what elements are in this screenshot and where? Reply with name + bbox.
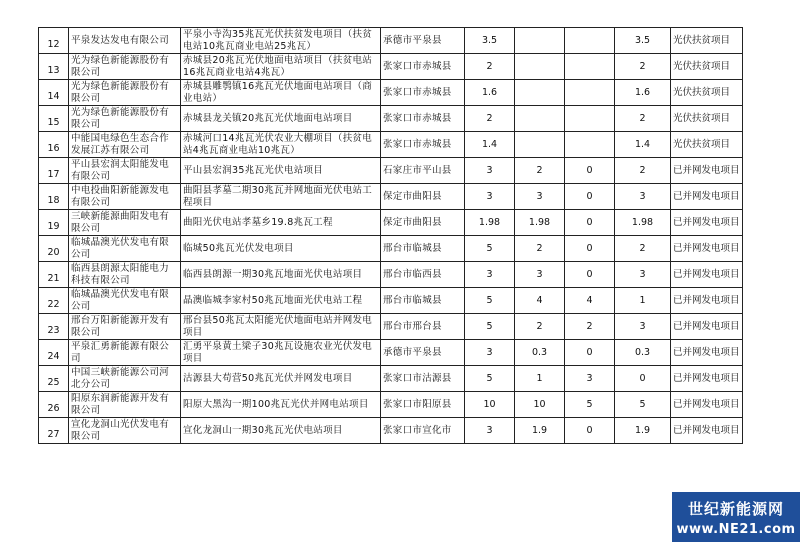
company-name: 光为绿色新能源股份有限公司 [69,54,181,80]
table-row [39,28,743,54]
project-remark: 已并网发电项目 [671,340,743,366]
capacity-connected: 0 [565,236,615,262]
capacity-connected: 4 [565,288,615,314]
row-number: 20 [39,236,69,262]
table-row [39,236,743,262]
capacity-built [515,132,565,158]
capacity-total: 1.98 [465,210,515,236]
table-row [39,340,743,366]
project-location: 张家口市阳原县 [381,392,465,418]
capacity-connected: 0 [565,184,615,210]
capacity-built: 10 [515,392,565,418]
row-number: 15 [39,106,69,132]
capacity-connected [565,106,615,132]
capacity-allocated: 1.9 [615,418,671,444]
table-row [39,80,743,106]
capacity-connected: 0 [565,340,615,366]
project-name: 曲阳县孝墓二期30兆瓦并网地面光伏电站工程项目 [181,184,381,210]
table-row [39,132,743,158]
capacity-total: 2 [465,54,515,80]
project-location: 张家口市宣化市 [381,418,465,444]
project-remark: 光伏扶贫项目 [671,80,743,106]
capacity-connected: 0 [565,418,615,444]
capacity-allocated: 1 [615,288,671,314]
table-row [39,314,743,340]
row-number: 19 [39,210,69,236]
capacity-built [515,54,565,80]
capacity-built: 0.3 [515,340,565,366]
project-remark: 已并网发电项目 [671,288,743,314]
project-name: 平山县宏润35兆瓦光伏电站项目 [181,158,381,184]
capacity-total: 3 [465,184,515,210]
company-name: 平泉汇勇新能源有限公司 [69,340,181,366]
project-name: 赤城河口14兆瓦光伏农业大棚项目（扶贫电站4兆瓦商业电站10兆瓦） [181,132,381,158]
project-name: 赤城县20兆瓦光伏地面电站项目（扶贫电站16兆瓦商业电站4兆瓦） [181,54,381,80]
project-remark: 已并网发电项目 [671,314,743,340]
capacity-allocated: 3 [615,314,671,340]
capacity-total: 3.5 [465,28,515,54]
capacity-total: 3 [465,158,515,184]
capacity-total: 5 [465,314,515,340]
watermark-site-name: 世纪新能源网 [687,500,784,518]
project-remark: 已并网发电项目 [671,262,743,288]
capacity-built: 1.9 [515,418,565,444]
capacity-built: 1 [515,366,565,392]
company-name: 阳原东润新能源开发有限公司 [69,392,181,418]
company-name: 中能国电绿色生态合作发展江苏有限公司 [69,132,181,158]
capacity-total: 5 [465,366,515,392]
capacity-built: 2 [515,236,565,262]
company-name: 中国三峡新能源公司河北分公司 [69,366,181,392]
capacity-allocated: 3.5 [615,28,671,54]
capacity-built: 1.98 [515,210,565,236]
capacity-total: 10 [465,392,515,418]
table-row [39,366,743,392]
row-number: 12 [39,28,69,54]
project-name: 邢台县50兆瓦太阳能光伏地面电站并网发电项目 [181,314,381,340]
capacity-connected [565,54,615,80]
table-row [39,288,743,314]
project-remark: 已并网发电项目 [671,184,743,210]
company-name: 临城晶澳光伏发电有限公司 [69,236,181,262]
capacity-allocated: 0 [615,366,671,392]
company-name: 平山县宏润太阳能发电有限公司 [69,158,181,184]
project-remark: 已并网发电项目 [671,210,743,236]
capacity-built [515,106,565,132]
company-name: 平泉发达发电有限公司 [69,28,181,54]
capacity-allocated: 1.6 [615,80,671,106]
table-row [39,54,743,80]
table-row [39,184,743,210]
capacity-connected [565,28,615,54]
project-remark: 光伏扶贫项目 [671,54,743,80]
project-name: 临西县朗源一期30兆瓦地面光伏电站项目 [181,262,381,288]
project-location: 邢台市邢台县 [381,314,465,340]
capacity-allocated: 2 [615,106,671,132]
capacity-built: 2 [515,314,565,340]
capacity-connected: 0 [565,158,615,184]
project-remark: 光伏扶贫项目 [671,28,743,54]
project-location: 邢台市临城县 [381,236,465,262]
capacity-built [515,28,565,54]
project-name: 赤城县龙关镇20兆瓦光伏地面电站项目 [181,106,381,132]
row-number: 23 [39,314,69,340]
company-name: 邢台万阳新能源开发有限公司 [69,314,181,340]
capacity-allocated: 0.3 [615,340,671,366]
table-row [39,106,743,132]
company-name: 三峡新能源曲阳发电有限公司 [69,210,181,236]
row-number: 26 [39,392,69,418]
row-number: 14 [39,80,69,106]
project-location: 张家口市赤城县 [381,80,465,106]
table-row [39,392,743,418]
capacity-allocated: 1.4 [615,132,671,158]
capacity-allocated: 3 [615,184,671,210]
capacity-total: 2 [465,106,515,132]
capacity-allocated: 2 [615,236,671,262]
project-table [38,27,743,444]
project-name: 阳原大黑沟一期100兆瓦光伏并网电站项目 [181,392,381,418]
project-name: 沽源县大苟营50兆瓦光伏并网发电项目 [181,366,381,392]
watermark-site-url: www.NE21.com [676,522,796,537]
capacity-built [515,80,565,106]
capacity-allocated: 2 [615,158,671,184]
project-location: 张家口市赤城县 [381,106,465,132]
project-remark: 已并网发电项目 [671,236,743,262]
table-row [39,418,743,444]
project-name: 平泉小寺沟35兆瓦光伏扶贫发电项目（扶贫电站10兆瓦商业电站25兆瓦） [181,28,381,54]
project-name: 晶澳临城李家村50兆瓦地面光伏电站工程 [181,288,381,314]
capacity-connected: 3 [565,366,615,392]
project-location: 承德市平泉县 [381,340,465,366]
project-name: 宣化龙洞山一期30兆瓦光伏电站项目 [181,418,381,444]
project-location: 保定市曲阳县 [381,184,465,210]
row-number: 17 [39,158,69,184]
row-number: 22 [39,288,69,314]
project-location: 保定市曲阳县 [381,210,465,236]
capacity-total: 5 [465,288,515,314]
row-number: 24 [39,340,69,366]
capacity-total: 1.6 [465,80,515,106]
project-location: 承德市平泉县 [381,28,465,54]
capacity-connected: 5 [565,392,615,418]
capacity-total: 1.4 [465,132,515,158]
site-watermark-logo [672,492,800,542]
capacity-connected: 2 [565,314,615,340]
company-name: 光为绿色新能源股份有限公司 [69,106,181,132]
capacity-connected: 0 [565,210,615,236]
row-number: 16 [39,132,69,158]
project-name: 汇勇平泉黄土梁子30兆瓦设施农业光伏发电项目 [181,340,381,366]
project-location: 张家口市赤城县 [381,132,465,158]
capacity-total: 3 [465,262,515,288]
company-name: 临城晶澳光伏发电有限公司 [69,288,181,314]
row-number: 21 [39,262,69,288]
project-location: 石家庄市平山县 [381,158,465,184]
capacity-allocated: 3 [615,262,671,288]
capacity-total: 3 [465,418,515,444]
project-remark: 已并网发电项目 [671,158,743,184]
capacity-allocated: 5 [615,392,671,418]
capacity-connected [565,80,615,106]
capacity-total: 3 [465,340,515,366]
project-remark: 已并网发电项目 [671,392,743,418]
company-name: 光为绿色新能源股份有限公司 [69,80,181,106]
capacity-built: 3 [515,262,565,288]
project-location: 张家口市赤城县 [381,54,465,80]
project-name: 临城50兆瓦光伏发电项目 [181,236,381,262]
company-name: 宣化龙洞山光伏发电有限公司 [69,418,181,444]
capacity-total: 5 [465,236,515,262]
capacity-allocated: 2 [615,54,671,80]
capacity-built: 3 [515,184,565,210]
project-name: 曲阳光伏电站孝墓乡19.8兆瓦工程 [181,210,381,236]
row-number: 18 [39,184,69,210]
capacity-built: 4 [515,288,565,314]
table-row [39,158,743,184]
capacity-built: 2 [515,158,565,184]
table-row [39,262,743,288]
project-remark: 已并网发电项目 [671,366,743,392]
project-location: 张家口市沽源县 [381,366,465,392]
row-number: 13 [39,54,69,80]
capacity-allocated: 1.98 [615,210,671,236]
row-number: 27 [39,418,69,444]
project-remark: 光伏扶贫项目 [671,106,743,132]
company-name: 临西县朗源太阳能电力科技有限公司 [69,262,181,288]
project-remark: 光伏扶贫项目 [671,132,743,158]
company-name: 中电投曲阳新能源发电有限公司 [69,184,181,210]
project-remark: 已并网发电项目 [671,418,743,444]
capacity-connected: 0 [565,262,615,288]
project-location: 邢台市临西县 [381,262,465,288]
table-row [39,210,743,236]
capacity-connected [565,132,615,158]
row-number: 25 [39,366,69,392]
project-location: 邢台市临城县 [381,288,465,314]
project-name: 赤城县雕鹗镇16兆瓦光伏地面电站项目（商业电站） [181,80,381,106]
